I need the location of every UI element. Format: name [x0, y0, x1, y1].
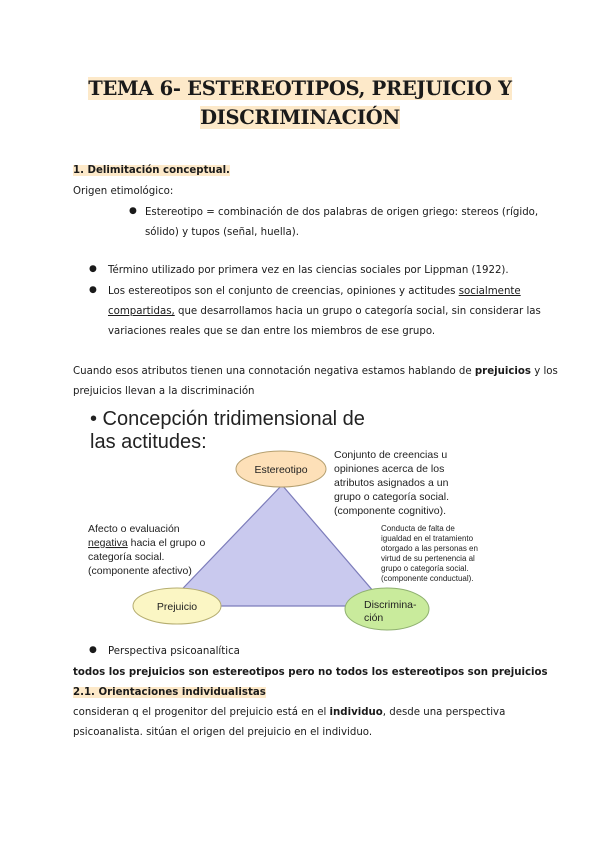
prejudice-paragraph-line-1: Cuando esos atributos tienen una connotación negativa estamos hablando de prejuicios y los: [73, 366, 558, 377]
diagram-title-line-1: • Concepción tridimensional de: [90, 408, 365, 430]
key-statement: todos los prejuicios son estereotipos pero no todos los estereotipos son prejuicios: [73, 667, 548, 678]
sub-bullet-line-1: Estereotipo = combinación de dos palabras de origen griego: stereos (rígido,: [145, 207, 539, 218]
section-2-1-heading: 2.1. Orientaciones individualistas: [73, 687, 266, 698]
cognitive-line: (componente cognitivo).: [334, 505, 447, 517]
bullet-icon: ●: [89, 264, 97, 274]
prejudice-paragraph-line-2: prejuicios llevan a la discriminación: [73, 386, 255, 397]
section-2-1-line-1: consideran q el progenitor del prejuicio está en el individuo, desde una perspectiva: [73, 707, 506, 718]
conductual-line: grupo o categoría social.: [381, 564, 469, 573]
conductual-line: Conducta de falta de: [381, 524, 455, 533]
cognitive-line: atributos asignados a un: [334, 477, 449, 489]
stereotype-node-label: Estereotipo: [254, 464, 308, 476]
discrimination-node-label-1: Discrimina-: [364, 599, 417, 611]
affective-line-2: negativa hacia el grupo o: [88, 537, 206, 549]
section-1-heading: 1. Delimitación conceptual.: [73, 165, 230, 176]
section-2-1-line-2: psicoanalista. sitúan el origen del prejuicio en el individuo.: [73, 727, 373, 738]
psychoanalytic-bullet: Perspectiva psicoanalítica: [108, 646, 240, 657]
bullet-icon: ●: [89, 285, 97, 295]
bullet-icon: ●: [129, 206, 137, 216]
page-title-line-1: TEMA 6- ESTEREOTIPOS, PREJUICIO Y: [88, 77, 512, 100]
bullet-2-line-2: compartidas, que desarrollamos hacia un grupo o categoría social, sin considerar las: [108, 306, 541, 317]
affective-line-4: (componente afectivo): [88, 565, 192, 577]
sub-bullet-line-2: sólido) y tupos (señal, huella).: [145, 227, 299, 238]
origin-label: Origen etimológico:: [73, 186, 174, 197]
bullet-icon: ●: [89, 645, 97, 655]
conductual-line: virtud de su pertenencia al: [381, 554, 475, 563]
bullet-1-text: Término utilizado por primera vez en las ciencias sociales por Lippman (1922).: [108, 265, 509, 276]
cognitive-line: Conjunto de creencias u: [334, 449, 448, 461]
conductual-line: otorgado a las personas en: [381, 544, 478, 553]
bullet-2-line-1: Los estereotipos son el conjunto de creencias, opiniones y actitudes socialmente: [108, 286, 521, 297]
affective-line-3: categoría social.: [88, 551, 165, 563]
prejudice-node-label: Prejuicio: [156, 601, 198, 613]
diagram-title-line-2: las actitudes:: [90, 431, 207, 453]
cognitive-line: opiniones acerca de los: [334, 463, 445, 475]
conductual-line: igualdad en el tratamiento: [381, 534, 474, 543]
page-title-line-2: DISCRIMINACIÓN: [200, 106, 400, 129]
bullet-2-line-3: variaciones reales que se dan entre los miembros de ese grupo.: [108, 326, 436, 337]
discrimination-node-label-2: ción: [364, 612, 384, 624]
affective-line-1: Afecto o evaluación: [88, 523, 180, 535]
cognitive-line: grupo o categoría social.: [334, 491, 449, 503]
conductual-line: (componente conductual).: [381, 574, 474, 583]
